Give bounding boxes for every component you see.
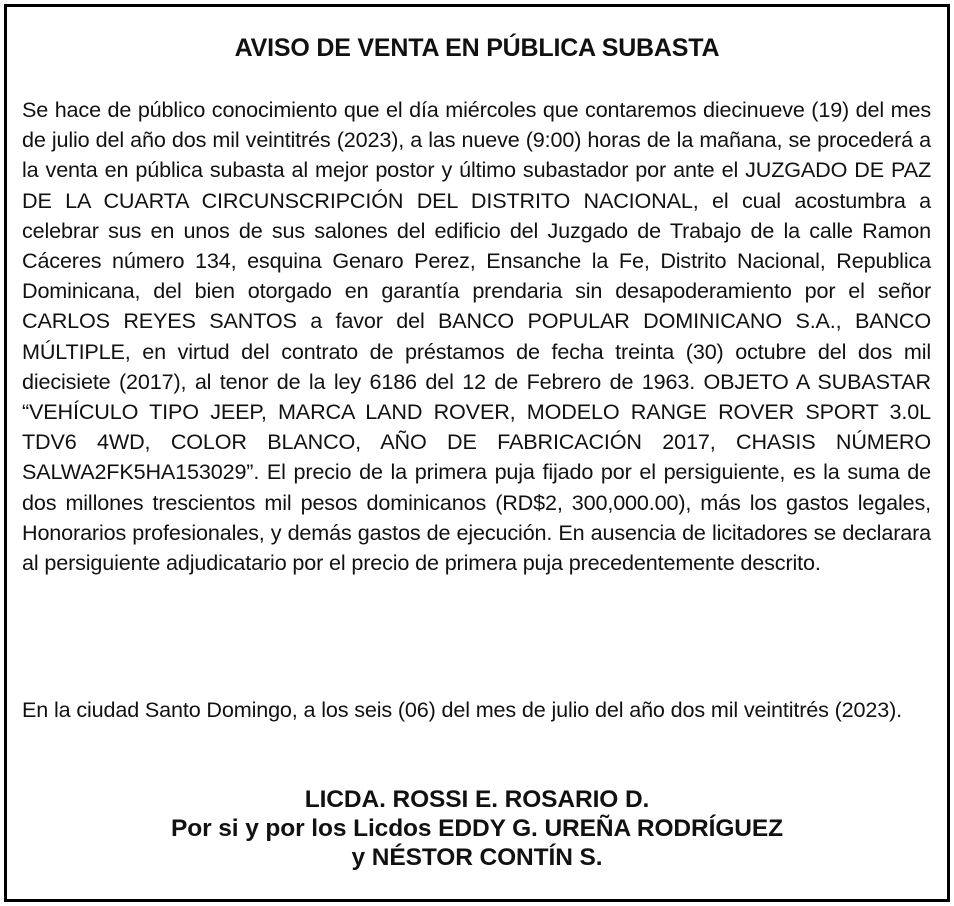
signature-name: LICDA. ROSSI E. ROSARIO D. bbox=[304, 786, 650, 813]
notice-box bbox=[4, 4, 950, 902]
notice-paragraph-main: Se hace de público conocimiento que el día miércoles que contaremos diecinueve (19) del mes de julio del año dos mil veintitrés (2023), a las nueve (9:00) horas de la mañana, se procederá a la venta en pública subasta al mejor postor y último subastador por ante el JUZGADO DE PAZ DE LA CUARTA CIRCUNSCRIPCIÓN DEL DISTRITO NACIONAL, el cual acostumbra a celebrar sus en unos de sus salones del edificio del Juzgado de Trabajo de la calle Ramon Cáceres número 134, esquina Genaro Perez, Ensanche la Fe, Distrito Nacional, Republica Dominicana, del bien otorgado en garantía prendaria sin desapoderamiento por el señor CARLOS REYES SANTOS a favor del BANCO POPULAR DOMINICANO S.A., BANCO MÚLTIPLE, en virtud del contrato de préstamos de fecha treinta (30) octubre del dos mil diecisiete (2017), al tenor de la ley 6186 del 12 de Febrero de 1963. OBJETO A SUBASTAR “VEHÍCULO TIPO JEEP, MARCA LAND ROVER, MODELO RANGE ROVER SPORT 3.0L TDV6 4WD, COLOR BLANCO, AÑO DE FABRICACIÓN 2017, CHASIS NÚMERO SALWA2FK5HA153029”. El precio de la primera puja fijado por el persiguiente, es la suma de dos millones trescientos mil pesos dominicanos (RD$2, 300,000.00), más los gastos legales, Honorarios profesionales, y demás gastos de ejecución. En ausencia de licitadores se declarara al persiguiente adjudicatario por el precio de primera puja precedentemente descrito. bbox=[22, 97, 931, 576]
notice-title: AVISO DE VENTA EN PÚBLICA SUBASTA bbox=[234, 34, 720, 62]
signature-co-signer: y NÉSTOR CONTÍN S. bbox=[351, 844, 603, 871]
signature-on-behalf: Por si y por los Licdos EDDY G. UREÑA RODRÍGUEZ bbox=[171, 815, 783, 842]
signature-block bbox=[7, 785, 947, 872]
notice-paragraph-date: En la ciudad Santo Domingo, a los seis (06) del mes de julio del año dos mil veintitrés (2023). bbox=[22, 697, 902, 722]
